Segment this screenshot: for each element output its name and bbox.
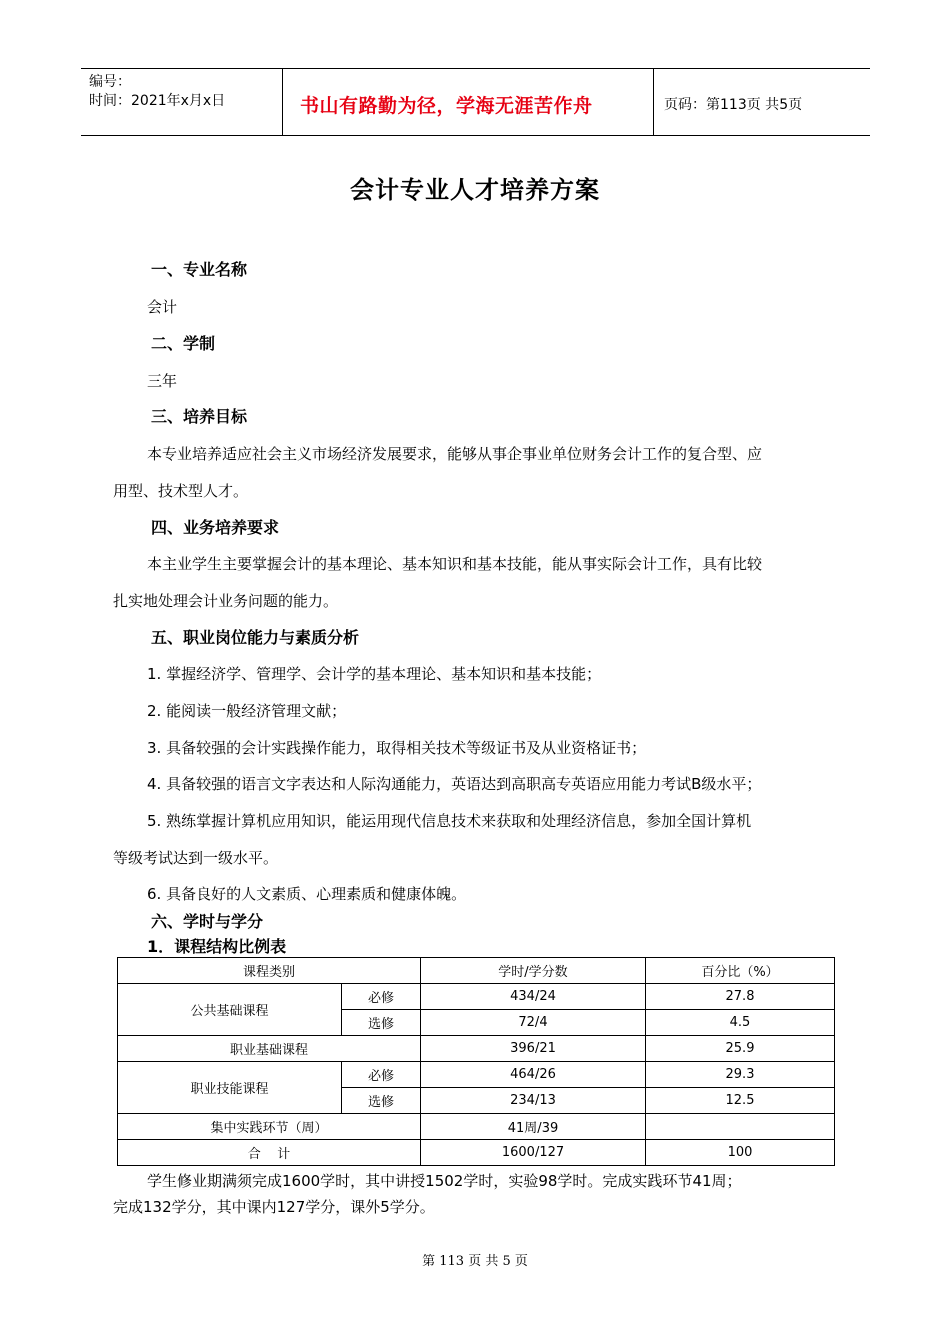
section-5-item-4: 4. 具备较强的语言文字表达和人际沟通能力，英语达到高职高专英语应用能力考试B级水平； bbox=[147, 775, 762, 793]
table-row bbox=[118, 1036, 835, 1062]
section-3-line-2: 用型、技术型人才。 bbox=[113, 482, 249, 500]
practice-cell: 集中实践环节（周） bbox=[118, 1114, 421, 1140]
section-1-text: 会计 bbox=[147, 298, 178, 316]
header-page-prefix: 页码：第 bbox=[664, 97, 720, 113]
summary-line-1: 学生修业期满须完成1600学时，其中讲授1502学时，实验98学时。完成实践环节41周； bbox=[147, 1172, 742, 1190]
hours-cell: 1600/127 bbox=[421, 1140, 646, 1166]
section-5-item-1: 1. 掌握经济学、管理学、会计学的基本理论、基本知识和基本技能； bbox=[147, 665, 602, 683]
percent-cell: 100 bbox=[646, 1140, 835, 1166]
section-4-line-1: 本主业学生主要掌握会计的基本理论、基本知识和基本技能，能从事实际会计工作，具有比较 bbox=[147, 555, 763, 573]
page-footer bbox=[0, 1250, 950, 1269]
total-label-cell: 合 计 bbox=[118, 1140, 421, 1166]
section-6-subheading: 1．课程结构比例表 bbox=[147, 937, 287, 956]
header-page-suffix: 页 bbox=[788, 97, 803, 113]
header-page-current: 113 bbox=[720, 97, 747, 113]
footer-prefix: 第 bbox=[422, 1254, 436, 1269]
table-row bbox=[118, 1114, 835, 1140]
elective-cell: 选修 bbox=[342, 1088, 421, 1114]
section-4-heading: 四、业务培养要求 bbox=[151, 518, 280, 537]
vocational-skill-cell: 职业技能课程 bbox=[118, 1062, 342, 1114]
section-5-heading: 五、职业岗位能力与素质分析 bbox=[151, 628, 360, 647]
header-bottom-rule bbox=[81, 135, 870, 136]
hours-cell: 234/13 bbox=[421, 1088, 646, 1114]
vocational-basic-cell: 职业基础课程 bbox=[118, 1036, 421, 1062]
section-1-heading: 一、专业名称 bbox=[151, 260, 248, 279]
percent-cell: 27.8 bbox=[646, 984, 835, 1010]
section-2-heading: 二、学制 bbox=[151, 334, 216, 353]
elective-cell: 选修 bbox=[342, 1010, 421, 1036]
header-divider-right bbox=[653, 68, 654, 136]
percent-cell: 4.5 bbox=[646, 1010, 835, 1036]
section-3-line-1: 本专业培养适应社会主义市场经济发展要求，能够从事企事业单位财务会计工作的复合型、应 bbox=[147, 445, 763, 463]
summary-line-2: 完成132学分，其中课内127学分，课外5学分。 bbox=[113, 1198, 435, 1216]
header-page-info bbox=[664, 94, 802, 114]
section-5-item-2: 2. 能阅读一般经济管理文献； bbox=[147, 702, 347, 720]
section-6-heading: 六、学时与学分 bbox=[151, 912, 264, 931]
hours-cell: 396/21 bbox=[421, 1036, 646, 1062]
required-cell: 必修 bbox=[342, 1062, 421, 1088]
header-hours: 学时/学分数 bbox=[421, 958, 646, 984]
percent-cell: 25.9 bbox=[646, 1036, 835, 1062]
section-2-text: 三年 bbox=[147, 372, 178, 390]
hours-cell: 72/4 bbox=[421, 1010, 646, 1036]
percent-cell: 12.5 bbox=[646, 1088, 835, 1114]
section-5-item-5-line-2: 等级考试达到一级水平。 bbox=[113, 849, 279, 867]
hours-cell: 434/24 bbox=[421, 984, 646, 1010]
section-5-item-6: 6. 具备良好的人文素质、心理素质和健康体魄。 bbox=[147, 885, 467, 903]
hours-cell: 41周/39 bbox=[421, 1114, 646, 1140]
table-header-row bbox=[118, 958, 835, 984]
header-motto: 书山有路勤为径，学海无涯苦作舟 bbox=[300, 95, 593, 117]
header-page-middle: 页 共 bbox=[746, 97, 780, 113]
table-row bbox=[118, 984, 835, 1010]
course-structure-table bbox=[117, 957, 835, 1166]
header-page-total: 5 bbox=[779, 97, 789, 113]
percent-cell: 29.3 bbox=[646, 1062, 835, 1088]
header-top-rule bbox=[81, 68, 870, 69]
header-number-label: 编号： bbox=[89, 74, 131, 90]
header-category: 课程类别 bbox=[118, 958, 421, 984]
page-title: 会计专业人才培养方案 bbox=[350, 176, 600, 204]
public-basic-cell: 公共基础课程 bbox=[118, 984, 342, 1036]
footer-suffix: 页 bbox=[514, 1254, 528, 1269]
section-5-item-5-line-1: 5. 熟练掌握计算机应用知识，能运用现代信息技术来获取和处理经济信息，参加全国计算机 bbox=[147, 812, 752, 830]
table-total-row bbox=[118, 1140, 835, 1166]
section-3-heading: 三、培养目标 bbox=[151, 407, 248, 426]
section-4-line-2: 扎实地处理会计业务问题的能力。 bbox=[113, 592, 339, 610]
percent-cell bbox=[646, 1114, 835, 1140]
footer-total-pages: 5 bbox=[502, 1254, 511, 1269]
section-5-item-3: 3. 具备较强的会计实践操作能力，取得相关技术等级证书及从业资格证书； bbox=[147, 739, 647, 757]
table-row bbox=[118, 1062, 835, 1088]
hours-cell: 464/26 bbox=[421, 1062, 646, 1088]
required-cell: 必修 bbox=[342, 984, 421, 1010]
footer-current-page: 113 bbox=[439, 1254, 465, 1269]
header-time-label: 时间：2021年x月x日 bbox=[89, 93, 226, 109]
header-percent: 百分比（%） bbox=[646, 958, 835, 984]
footer-middle: 页 共 bbox=[468, 1254, 499, 1269]
header-divider-left bbox=[282, 68, 283, 136]
